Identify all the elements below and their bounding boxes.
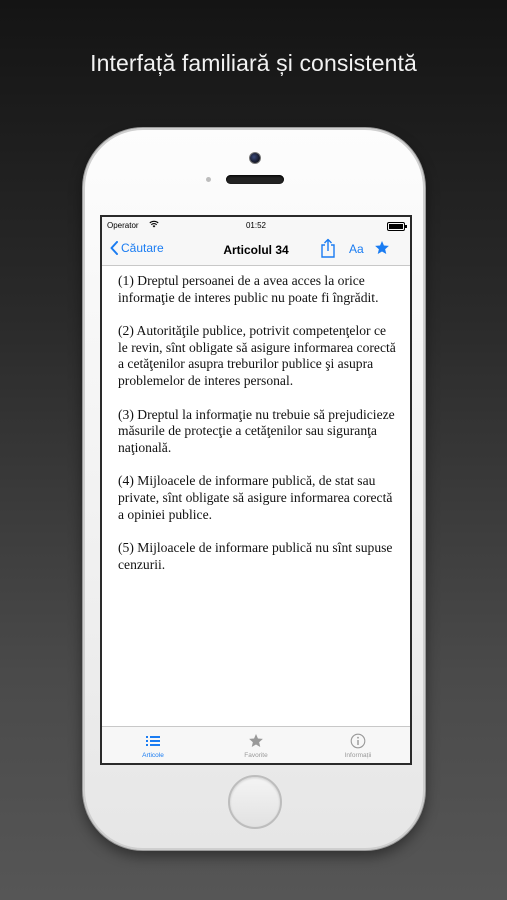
speaker-grille [226, 175, 284, 184]
article-body [118, 273, 398, 590]
clock-label: 01:52 [245, 221, 267, 230]
tab-label: Articole [142, 752, 164, 759]
article-paragraph: (1) Dreptul persoanei de a avea acces la orice informaţie de interes public nu poate fi îngrădit. [118, 273, 379, 305]
tab-articole[interactable] [102, 727, 204, 763]
tab-label: Informații [344, 752, 372, 759]
tab-label: Favorite [244, 752, 268, 759]
carrier-label: Operator [107, 221, 139, 230]
home-button[interactable] [228, 775, 282, 829]
star-icon [248, 733, 264, 749]
article-paragraph: (2) Autorităţile publice, potrivit competenţelor ce le revin, sînt obligate să asigure informarea corectă a cetăţenilor asupra treburilor publice şi asupra problemelor de interes personal. [118, 323, 396, 388]
battery-icon [387, 222, 405, 231]
status-bar [102, 217, 410, 235]
article-paragraph: (3) Dreptul la informaţie nu trebuie să prejudicieze măsurile de protecţie a cetăţenilor sau siguranţa naţională. [118, 406, 395, 455]
tab-favorite[interactable] [205, 727, 307, 763]
list-icon [145, 733, 161, 749]
camera-icon [249, 152, 261, 164]
tab-bar [102, 726, 410, 763]
phone-screen [100, 215, 412, 765]
share-icon[interactable] [320, 238, 336, 258]
promo-headline: Interfață familiară și consistentă [90, 50, 417, 76]
page-title: Articolul 34 [223, 243, 289, 257]
font-size-button[interactable]: Aa [349, 242, 364, 256]
info-icon [350, 733, 366, 749]
tab-informatii[interactable] [307, 727, 409, 763]
article-paragraph: (4) Mijloacele de informare publică, de stat sau private, sînt obligate să asigure informarea corectă a opiniei publice. [118, 473, 393, 522]
article-paragraph: (5) Mijloacele de informare publică nu sînt supuse cenzurii. [118, 540, 393, 572]
back-button-label: Căutare [121, 241, 164, 255]
favorite-star-icon[interactable] [374, 240, 390, 256]
sensor-icon [206, 177, 211, 182]
navigation-bar [102, 235, 410, 266]
